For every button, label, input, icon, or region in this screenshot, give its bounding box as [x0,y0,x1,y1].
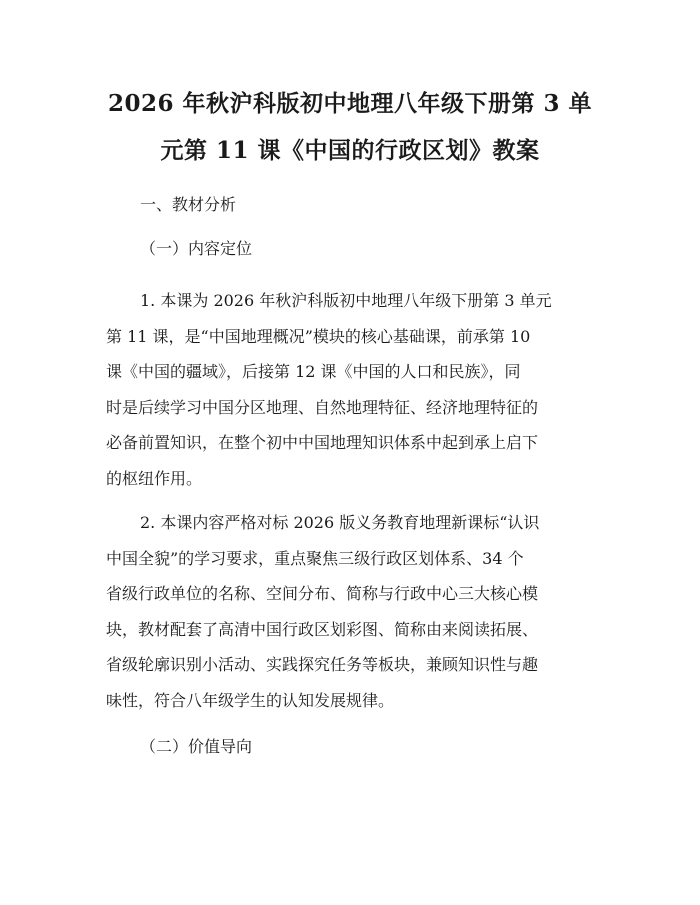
paragraph-1-line: 的枢纽作用。 [106,468,203,488]
paragraph-2-line: 中国全貌”的学习要求，重点聚焦三级行政区划体系、34 个 [106,548,524,568]
paragraph-1-line: 1. 本课为 2026 年秋沪科版初中地理八年级下册第 3 单元 [140,291,552,310]
paragraph-1-line: 必备前置知识，在整个初中中国地理知识体系中起到承上启下 [106,433,539,452]
title-line-1: 2026 年秋沪科版初中地理八年级下册第 3 单 [107,90,593,117]
section-heading-textbook-analysis: 一、教材分析 [140,195,237,214]
subsection-heading-value-orientation: （二）价值导向 [140,737,253,756]
paragraph-1-line: 时是后续学习中国分区地理、自然地理特征、经济地理特征的 [106,397,539,417]
paragraph-2-line: 2. 本课内容严格对标 2026 版义务教育地理新课标“认识 [140,513,540,532]
paragraph-1-line: 课《中国的疆域》，后接第 12 课《中国的人口和民族》，同 [106,362,521,381]
paragraph-1 [106,283,604,496]
title-line-2: 元第 11 课《中国的行政区划》教案 [160,137,540,164]
paragraph-2-line: 块，教材配套了高清中国行政区划彩图、简称由来阅读拓展、 [106,619,539,639]
paragraph-2 [106,505,604,718]
paragraph-2-line: 省级轮廓识别小活动、实践探究任务等板块，兼顾知识性与趣 [106,655,539,674]
subsection-heading-content-positioning: （一）内容定位 [140,239,253,258]
paragraph-2-line: 省级行政单位的名称、空间分布、简称与行政中心三大核心模 [106,584,539,603]
document-title [80,80,620,174]
paragraph-1-line: 第 11 课，是“中国地理概况”模块的核心基础课，前承第 10 [106,326,531,346]
paragraph-2-line: 味性，符合八年级学生的认知发展规律。 [106,690,395,710]
